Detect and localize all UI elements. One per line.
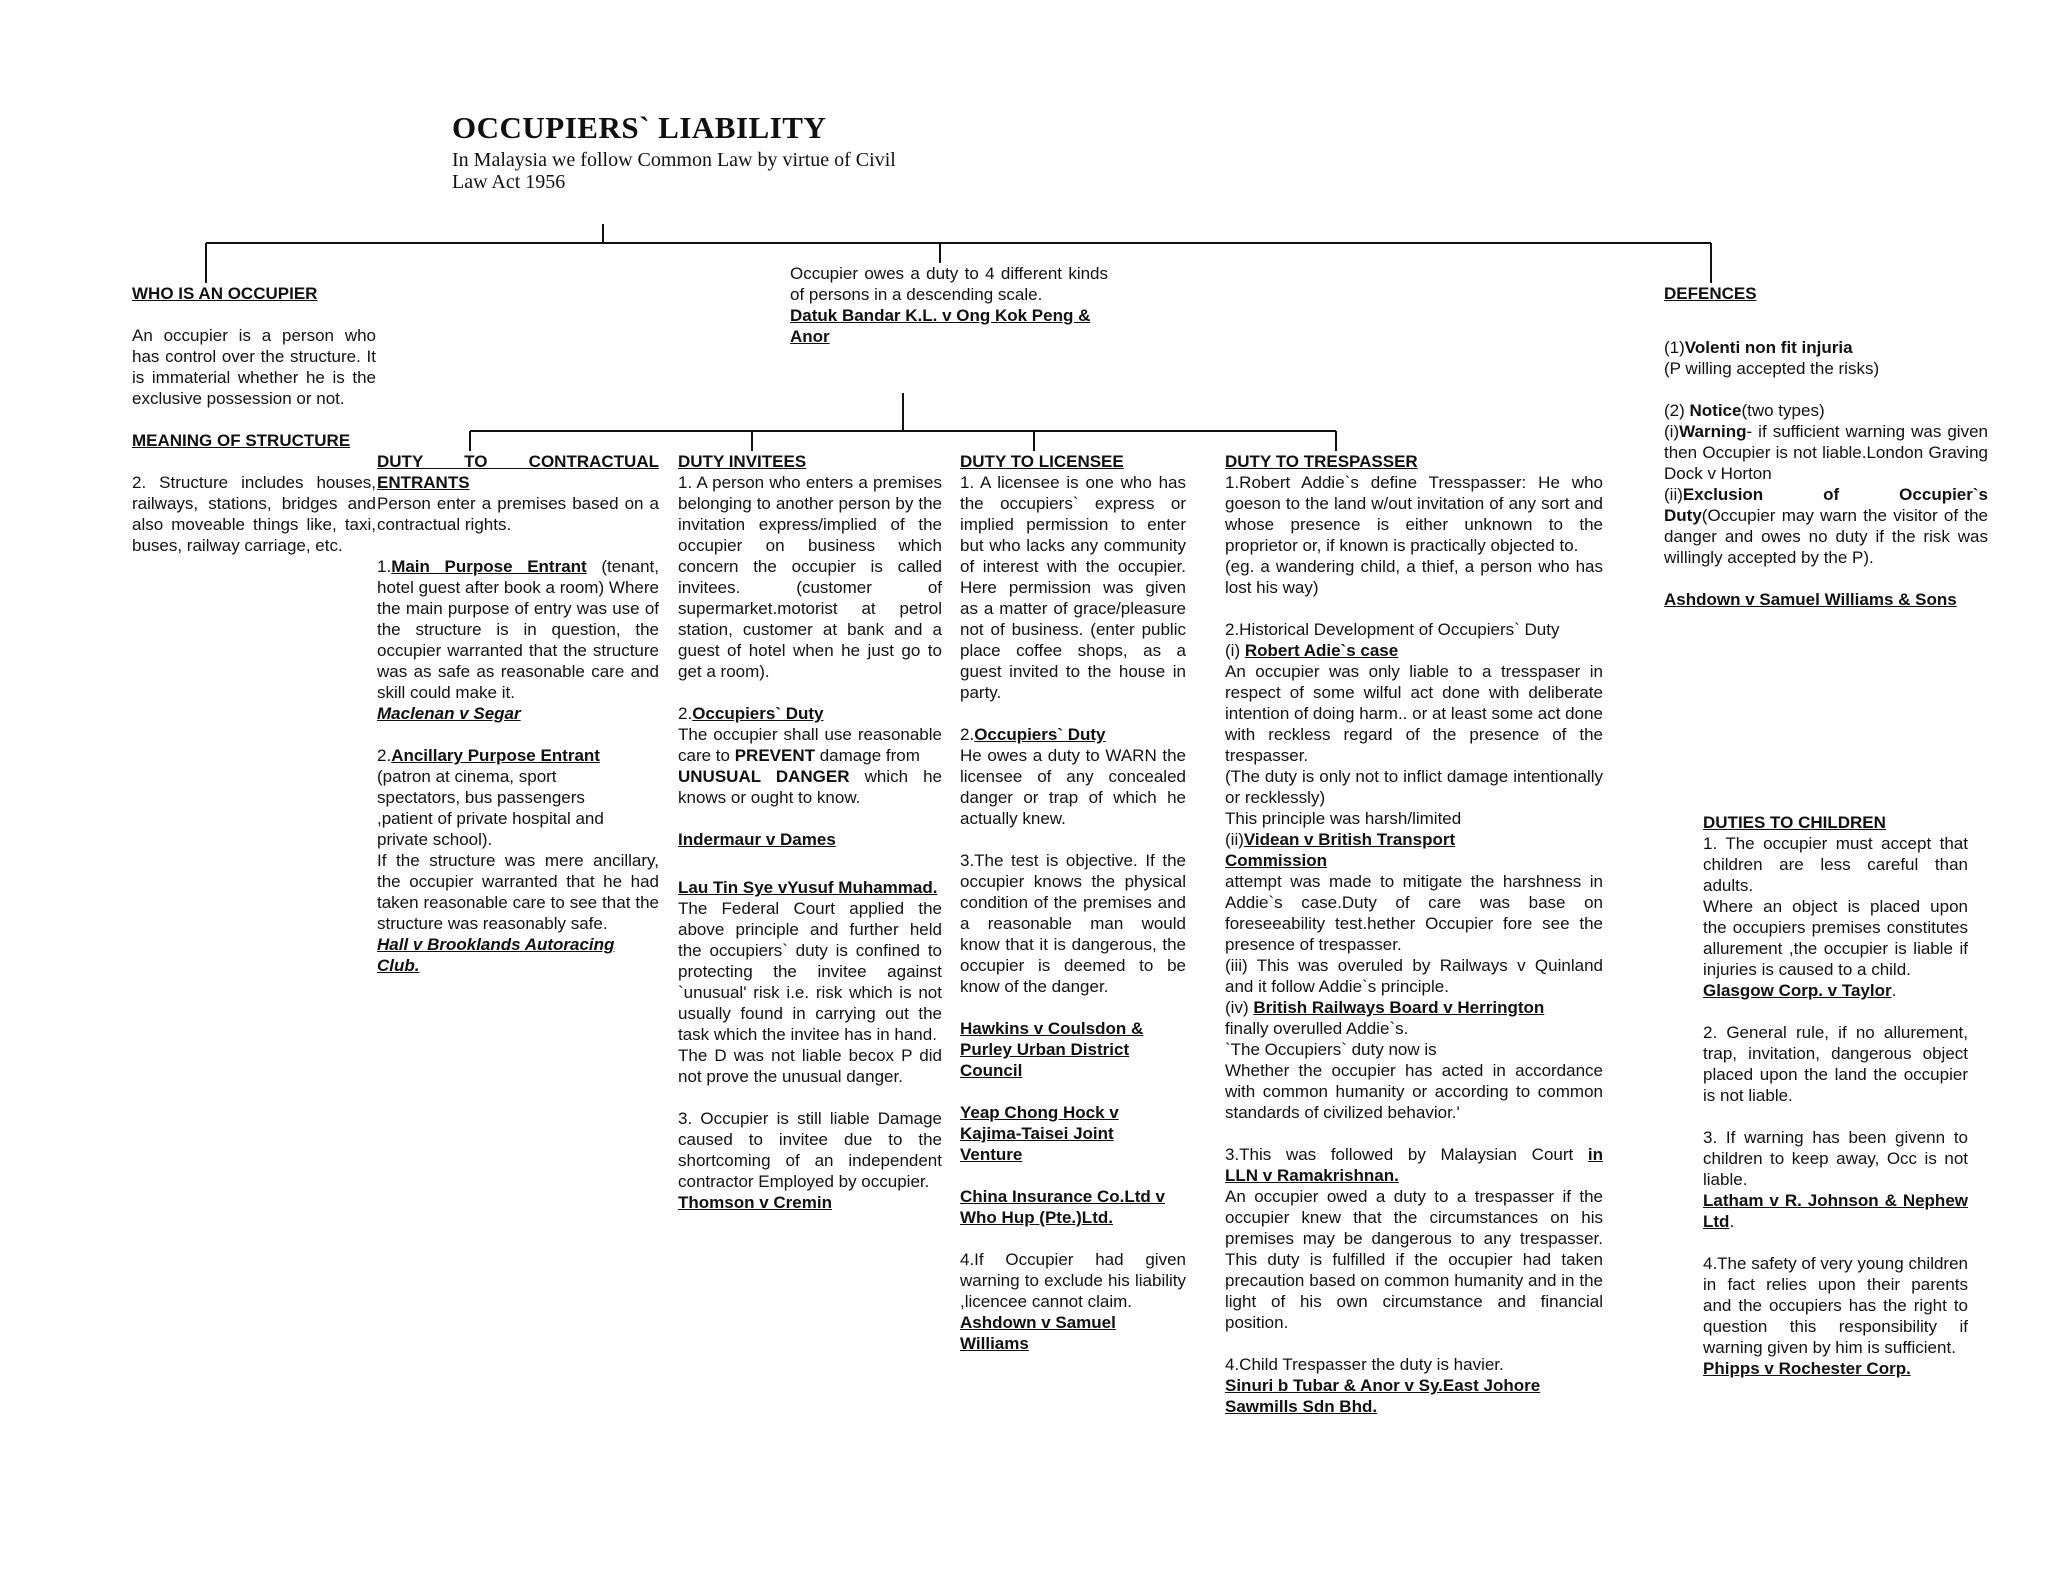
trespasser-p3-text: An occupier owed a duty to a trespasser if the occupier knew that the circumstances on his premises may be dangerous to any trespasser. This duty is fulfilled if the occupier had taken precaution based on common humanity and in the light of his own circumstance and financial position.: [1225, 1187, 1603, 1332]
trespasser-p2iv-text2: `The Occupiers` duty now is: [1225, 1040, 1437, 1059]
defence-2-line: [1664, 400, 1988, 421]
defence-1-text: (P willing accepted the risks): [1664, 359, 1880, 378]
trespasser-p4: 4.Child Trespasser the duty is havier.: [1225, 1355, 1504, 1374]
trespasser-p2iv-text1: finally overulled Addie`s.: [1225, 1019, 1409, 1038]
structure-heading: MEANING OF STRUCTURE: [132, 431, 351, 450]
trespasser-p2iv-num: (iv): [1225, 998, 1254, 1017]
invitees-duty-c: damage from: [815, 746, 920, 765]
trespasser-block: [1225, 451, 1603, 1417]
invitees-duty-prevent: PREVENT: [734, 746, 815, 765]
defence-2ii-num: (ii): [1664, 485, 1683, 504]
invitees-duty-text: [678, 724, 942, 808]
defence-exclusion-text: (Occupier may warn the visitor of the danger and owes no duty if the risk was willingly accepted by the P).: [1664, 506, 1988, 567]
invitees-duty-title-line: [678, 703, 942, 724]
contractual-block: [377, 451, 659, 976]
trespasser-p2i-text1: An occupier was only liable to a tresspaser in respect of some wilful act done with deliberate intention of doing harm.. or at least some act done with reckless regard of the presence of the trespasser.: [1225, 662, 1604, 765]
children-p3: 3. If warning has been givenn to children to keep away, Occ is not liable.: [1703, 1128, 1968, 1189]
children-heading: DUTIES TO CHILDREN: [1703, 813, 1886, 832]
page-subtitle: In Malaysia we follow Common Law by virtue of Civil Law Act 1956: [452, 149, 896, 193]
defence-notice: Notice: [1689, 401, 1742, 420]
defence-2-num: (2): [1664, 401, 1690, 420]
case-hawkins: Hawkins v Coulsdon & Purley Urban District Council: [960, 1019, 1144, 1080]
center-case: Datuk Bandar K.L. v Ong Kok Peng & Anor: [790, 306, 1091, 346]
defence-volenti: Volenti non fit injuria: [1684, 338, 1853, 357]
case-glasgow-dot: .: [1891, 981, 1897, 1000]
case-glasgow: Glasgow Corp. v Taylor: [1703, 981, 1892, 1000]
trespasser-p3-line: [1225, 1144, 1603, 1165]
ancillary-num: 2.: [377, 746, 392, 765]
center-intro-text: Occupier owes a duty to 4 different kinds of persons in a descending scale.: [790, 264, 1108, 304]
children-case3-line: [1703, 1190, 1968, 1232]
case-lau-tin-sye: Lau Tin Sye vYusuf Muhammad.: [678, 878, 938, 897]
center-intro-block: [790, 263, 1108, 347]
case-ashdown-defences: Ashdown v Samuel Williams & Sons: [1664, 590, 1957, 609]
licensee-heading: DUTY TO LICENSEE: [960, 452, 1124, 471]
defences-heading: DEFENCES: [1664, 284, 1757, 303]
defence-1-num: (1): [1664, 338, 1685, 357]
trespasser-p2ii-line: [1225, 829, 1485, 871]
trespasser-p2ii-num: (ii): [1225, 830, 1244, 849]
main-purpose-para: [377, 556, 659, 703]
ancillary-para: [377, 745, 659, 766]
structure-text: 2. Structure includes houses, railways, stations, bridges and also moveable things like, taxi, buses, railway carriage, etc.: [132, 473, 376, 555]
case-yeap: Yeap Chong Hock v Kajima-Taisei Joint Venture: [960, 1103, 1119, 1164]
invitees-p4: The D was not liable becox P did not prove the unusual danger.: [678, 1046, 942, 1086]
trespasser-p3-a: 3.This was followed by Malaysian Court: [1225, 1145, 1588, 1164]
invitees-block: [678, 451, 942, 1213]
licensee-p3: 3.The test is objective. If the occupier knows the physical condition of the premises and a reasonable man would know that it is dangerous, the occupier is deemed to be know of the danger.: [960, 851, 1186, 996]
licensee-duty-title-line: [960, 724, 1186, 745]
licensee-p4: 4.If Occupier had given warning to exclude his liability ,licencee cannot claim.: [960, 1250, 1186, 1311]
trespasser-p1b: (eg. a wandering child, a thief, a person who has lost his way): [1225, 557, 1603, 597]
trespasser-p2i-text2: (The duty is only not to inflict damage intentionally or recklessly): [1225, 767, 1603, 807]
ancillary-text: If the structure was mere ancillary, the occupier warranted that he had taken reasonable care to see that the structure was reasonably safe.: [377, 851, 659, 933]
page-title: OCCUPIERS` LIABILITY: [452, 110, 827, 145]
licensee-duty-text: He owes a duty to WARN the licensee of any concealed danger or trap of which he actually knew.: [960, 746, 1186, 828]
children-p2: 2. General rule, if no allurement, trap, invitation, dangerous object placed upon the land the occupier is not liable.: [1703, 1023, 1968, 1105]
children-p4: 4.The safety of very young children in fact relies upon their parents and the occupiers has the right to question this responsibility if warning given by him is sufficient.: [1703, 1254, 1968, 1357]
case-videan: Videan v British Transport Commission: [1225, 830, 1456, 870]
case-herrington: British Railways Board v Herrington: [1253, 998, 1545, 1017]
main-purpose-num: 1.: [377, 557, 392, 576]
defence-exclusion: Exclusion of Occupier`s Duty: [1664, 485, 1988, 525]
licensee-duty-title: Occupiers` Duty: [974, 725, 1106, 744]
who-text: An occupier is a person who has control over the structure. It is immaterial whether he is the exclusive possession or not.: [132, 326, 376, 408]
who-block: [132, 283, 376, 451]
children-block: [1703, 812, 1968, 1379]
trespasser-p3-in: in: [1587, 1145, 1603, 1164]
contractual-intro: Person enter a premises based on a contractual rights.: [377, 494, 659, 534]
licensee-block: [960, 451, 1186, 1354]
who-heading: WHO IS AN OCCUPIER: [132, 284, 318, 303]
case-thomson: Thomson v Cremin: [678, 1193, 832, 1212]
trespasser-p2ii-text: attempt was made to mitigate the harshness in Addie`s case.Duty of care was base on foreseeability test.hether Occupier fore see the presence of trespasser.: [1225, 872, 1603, 954]
defences-block: [1664, 283, 1988, 610]
invitees-duty-a: The occupier shall use reasonable care to: [678, 725, 942, 765]
ancillary-examples: (patron at cinema, sport spectators, bus passengers ,patient of private hospital and private school).: [377, 767, 604, 849]
case-ashdown-licensee: Ashdown v Samuel Williams: [960, 1313, 1116, 1353]
trespasser-p2iv-line: [1225, 997, 1603, 1018]
children-case1-line: [1703, 980, 1968, 1001]
defence-1-line: [1664, 337, 1988, 358]
invitees-duty-num: 2.: [678, 704, 693, 723]
case-sinuri: Sinuri b Tubar & Anor v Sy.East Johore Sawmills Sdn Bhd.: [1225, 1376, 1541, 1416]
licensee-p1: 1. A licensee is one who has the occupiers` express or implied permission to enter but who lacks any community of interest with the occupier. Here permission was given as a matter of grace/pleasure not of business. (enter public place coffee shops, as a guest invited to the house in party.: [960, 473, 1186, 702]
trespasser-heading: DUTY TO TRESPASSER: [1225, 452, 1418, 471]
main-purpose-title: Main Purpose Entrant: [391, 557, 587, 576]
ancillary-title: Ancillary Purpose Entrant: [391, 746, 600, 765]
case-china-insurance: China Insurance Co.Ltd v Who Hup (Pte.)Ltd.: [960, 1187, 1165, 1227]
invitees-p5: 3. Occupier is still liable Damage caused to invitee due to the shortcoming of an independent contractor Employed by occupier.: [678, 1109, 942, 1191]
case-lln: LLN v Ramakrishnan.: [1225, 1166, 1399, 1185]
trespasser-p2i-num: (i): [1225, 641, 1245, 660]
trespasser-p1: 1.Robert Addie`s define Tresspasser: He who goeson to the land w/out invitation of any sort and whose presence is either unknown to the proprietor or, if known is practically objected to.: [1225, 473, 1603, 555]
case-robert-adie: Robert Adie`s case: [1244, 641, 1399, 660]
trespasser-p2i-line: [1225, 640, 1603, 661]
contractual-heading: DUTY TO CONTRACTUAL ENTRANTS: [377, 452, 659, 492]
case-hall: Hall v Brooklands Autoracing Club.: [377, 935, 615, 975]
trespasser-p2: 2.Historical Development of Occupiers` Duty: [1225, 620, 1560, 639]
defence-2i: [1664, 421, 1988, 484]
invitees-duty-title: Occupiers` Duty: [692, 704, 824, 723]
case-latham-dot: .: [1729, 1212, 1735, 1231]
invitees-heading: DUTY INVITEES: [678, 452, 807, 471]
invitees-duty-unusual: UNUSUAL DANGER: [678, 767, 850, 786]
defence-warning-text: - if sufficient warning was given then Occupier is not liable.London Graving Dock v Horton: [1664, 422, 1988, 483]
invitees-p1: 1. A person who enters a premises belonging to another person by the invitation express/implied of the occupier on business which concern the occupier is called invitees. (customer of supermarket.motorist at petrol station, customer at bank and a guest of hotel when he just go to get a room).: [678, 473, 942, 681]
case-maclenan: Maclenan v Segar: [377, 704, 521, 723]
licensee-duty-num: 2.: [960, 725, 975, 744]
trespasser-p2iv-text3: Whether the occupier has acted in accordance with common humanity or according to common standards of civilized behavior.': [1225, 1061, 1603, 1122]
main-purpose-text: (tenant, hotel guest after book a room) Where the main purpose of entry was use of the structure is in question, the occupier warranted that the structure was as safe as reasonable care and skill could make it.: [377, 557, 660, 702]
children-p1: 1. The occupier must accept that children are less careful than adults.: [1703, 834, 1968, 895]
children-p1b: Where an object is placed upon the occupiers premises constitutes allurement ,the occupier is liable if injuries is caused to a child.: [1703, 897, 1968, 979]
defence-2i-num: (i): [1664, 422, 1680, 441]
defence-warning: Warning: [1679, 422, 1747, 441]
defence-2ii: [1664, 484, 1988, 568]
trespasser-p2iii: (iii) This was overuled by Railways v Quinland and it follow Addie`s principle.: [1225, 956, 1603, 996]
case-indermaur: Indermaur v Dames: [678, 830, 836, 849]
invitees-duty-e: which he knows or ought to know.: [678, 767, 942, 807]
defence-notice-types: (two types): [1741, 401, 1825, 420]
case-latham: Latham v R. Johnson & Nephew Ltd: [1703, 1191, 1968, 1231]
case-phipps: Phipps v Rochester Corp.: [1703, 1359, 1911, 1378]
trespasser-p2i-text3: This principle was harsh/limited: [1225, 809, 1462, 828]
invitees-p3: The Federal Court applied the above principle and further held the occupiers` duty is confined to protecting the invitee against `unusual' risk i.e. risk which is not usually found in carrying out the task which the invitee has in hand.: [678, 899, 942, 1044]
